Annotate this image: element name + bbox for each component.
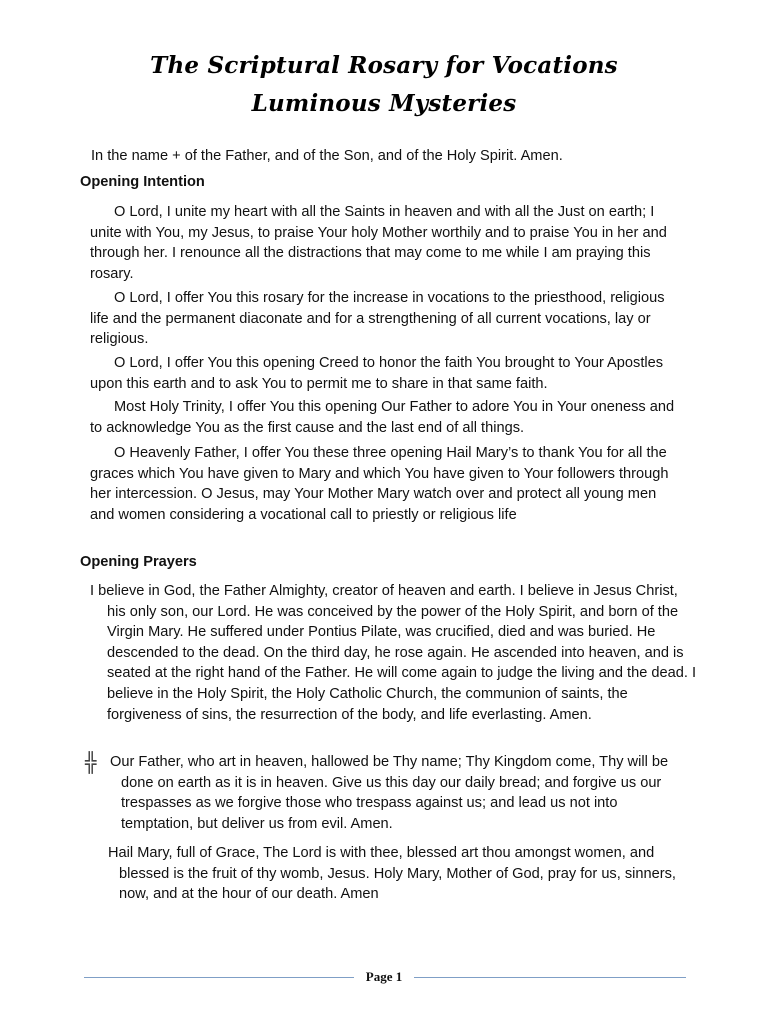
intention-paragraph: O Lord, I offer You this opening Creed to honor the faith You brought to Your Apostles upon this earth and to ask You to permit me to share in that same faith.	[90, 355, 664, 392]
sign-of-cross-text: In the name + of the Father, and of the Son, and of the Holy Spirit. Amen.	[91, 148, 563, 164]
hail-mary-text: Hail Mary, full of Grace, The Lord is with thee, blessed art thou amongst women, and blessed is the fruit of thy womb, Jesus. Holy Mary, Mother of God, pray for us, sinners, now, and at the hour of our death. Amen	[108, 845, 676, 903]
opening-prayers-heading: Opening Prayers	[80, 554, 197, 570]
footer-divider-left	[84, 977, 354, 978]
intention-paragraph: O Heavenly Father, I offer You these three opening Hail Mary’s to thank You for all the graces which You have given to Mary and which You have given to Your followers through her intercession. O Jesus, may Your Mother Mary watch over and protect all young men and women considering a vocational call to priestly or religious life	[90, 445, 669, 523]
opening-intention-heading: Opening Intention	[80, 174, 205, 190]
cross-icon: ╬	[85, 752, 97, 774]
document-subtitle: Luminous Mysteries	[251, 90, 517, 117]
page-number: Page 1	[365, 969, 403, 984]
intention-paragraph: O Lord, I offer You this rosary for the increase in vocations to the priesthood, religious life and the permanent diaconate and for a strengthening of all current vocations, lay or religious.	[90, 290, 665, 348]
intention-paragraph: Most Holy Trinity, I offer You this opening Our Father to adore You in Your oneness and to acknowledge You as the first cause and the last end of all things.	[90, 399, 675, 436]
intention-paragraph: O Lord, I unite my heart with all the Saints in heaven and with all the Just on earth; I unite with You, my Jesus, to praise Your holy Mother worthily and to praise You in her and through her. I renounce all the distractions that may come to me while I am praying this rosary.	[90, 204, 667, 282]
document-title: The Scriptural Rosary for Vocations	[150, 52, 618, 79]
apostles-creed-text: I believe in God, the Father Almighty, creator of heaven and earth. I believe in Jesus Christ, his only son, our Lord. He was conceived by the power of the Holy Spirit, and born of the Virgin Mary. He suffered under Pontius Pilate, was crucified, died and was buried. He descended to the dead. On the third day, he rose again. He ascended into heaven, and is seated at the right hand of the Father. He will come again to judge the living and the dead. I believe in the Holy Spirit, the Holy Catholic Church, the communion of saints, the forgiveness of sins, the resurrection of the body, and life everlasting. Amen.	[90, 583, 697, 723]
our-father-text: Our Father, who art in heaven, hallowed be Thy name; Thy Kingdom come, Thy will be done on earth as it is in heaven. Give us this day our daily bread; and forgive us our trespasses as we forgive those who trespass against us; and lead us not into temptation, but deliver us from evil. Amen.	[110, 754, 669, 832]
footer-divider-right	[414, 977, 686, 978]
